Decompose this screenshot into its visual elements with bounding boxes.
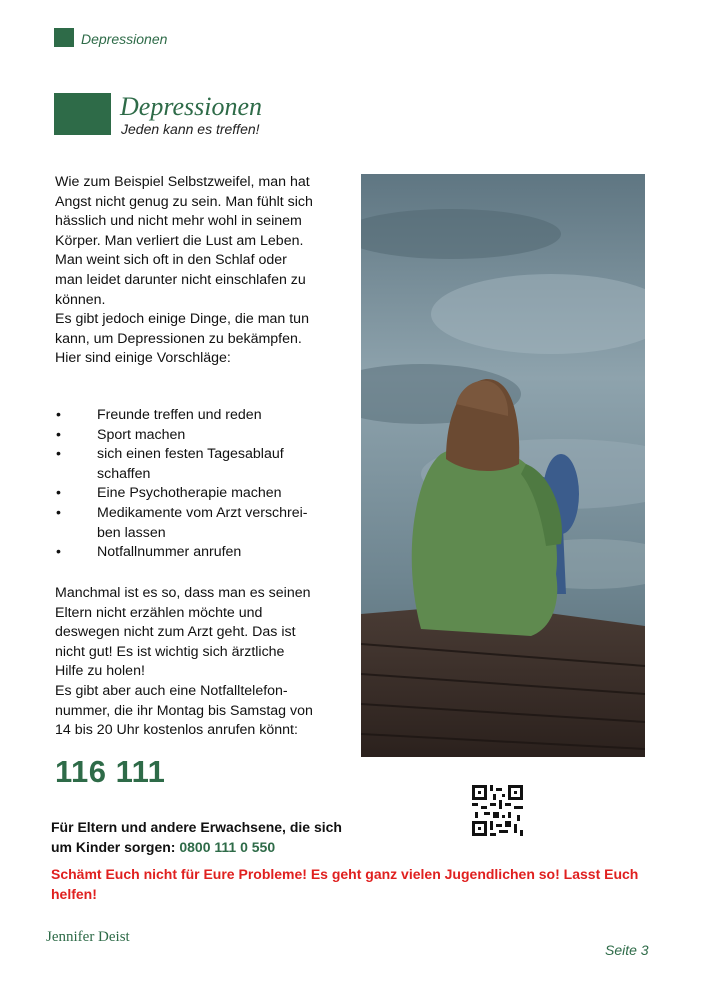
intro-line: Angst nicht genug zu sein. Man fühlt sich <box>55 193 313 210</box>
hotline-number: 116 111 <box>55 754 166 789</box>
list-item-text: Freunde treffen und reden <box>97 407 262 423</box>
list-item <box>55 426 345 446</box>
qr-code-icon <box>472 785 523 836</box>
outro-line: deswegen nicht zum Arzt geht. Das ist <box>55 624 296 641</box>
intro-paragraph <box>55 173 345 369</box>
warning-line: helfen! <box>51 886 97 902</box>
bullet-icon: • <box>56 504 61 521</box>
warning-line: Schämt Euch nicht für Eure Probleme! Es geht ganz vielen Jugendlichen so! Lasst Euch <box>51 866 639 882</box>
intro-line: hässlich und nicht mehr wohl in seinem <box>55 213 302 230</box>
outro-line: 14 bis 20 Uhr kostenlos anrufen könnt: <box>55 722 298 739</box>
list-item-text: Notfallnummer anrufen <box>97 544 242 561</box>
author-signature: Jennifer Deist <box>46 929 130 945</box>
outro-line: Eltern nicht erzählen möchte und <box>55 604 263 621</box>
list-item <box>55 543 345 563</box>
bullet-icon: • <box>56 544 61 561</box>
intro-line: Es gibt jedoch einige Dinge, die man tun <box>55 311 309 328</box>
bullet-icon: • <box>56 407 61 423</box>
parents-info <box>51 817 371 857</box>
bullet-icon: • <box>56 446 61 463</box>
list-item <box>55 504 345 543</box>
list-item-text: Eine Psychotherapie machen <box>97 485 282 502</box>
list-item-text: schaffen <box>97 465 151 482</box>
intro-line: Man weint sich oft in den Schlaf oder <box>55 252 287 269</box>
outro-line: nicht gut! Es ist wichtig sich ärztliche <box>55 643 285 660</box>
outro-line: Manchmal ist es so, dass man es seinen <box>55 585 311 601</box>
outro-line: Hilfe zu holen! <box>55 663 145 680</box>
photo-girl-on-pier <box>361 174 645 757</box>
intro-line: man leidet darunter nicht einschlafen zu <box>55 271 306 288</box>
outro-line: Es gibt aber auch eine Notfalltelefon- <box>55 682 288 699</box>
list-item <box>55 484 345 504</box>
header-square <box>54 28 74 47</box>
parents-line: Für Eltern und andere Erwachsene, die sich <box>51 819 342 835</box>
suggestion-list <box>55 406 345 563</box>
intro-line: Wie zum Beispiel Selbstzweifel, man hat <box>55 174 310 190</box>
parents-text: um Kinder sorgen: <box>51 839 176 855</box>
outro-paragraph <box>55 584 345 741</box>
title-block <box>54 93 111 135</box>
list-item-text: ben lassen <box>97 524 166 541</box>
list-item <box>55 445 345 484</box>
intro-line: Hier sind einige Vorschläge: <box>55 350 231 367</box>
running-header: Depressionen <box>81 31 168 47</box>
intro-line: Körper. Man verliert die Lust am Leben. <box>55 232 304 249</box>
list-item <box>55 406 345 426</box>
page-title: Depressionen <box>120 92 263 121</box>
list-item-text: Sport machen <box>97 426 186 443</box>
intro-line: kann, um Depressionen zu bekämpfen. <box>55 330 302 347</box>
parents-number: 0800 111 0 550 <box>179 839 276 855</box>
list-item-text: Medikamente vom Arzt verschrei- <box>97 504 308 521</box>
list-item-text: sich einen festen Tagesablauf <box>97 446 284 463</box>
parents-line-2 <box>51 837 371 857</box>
page-subtitle: Jeden kann es treffen! <box>121 121 260 137</box>
warning-message <box>51 864 651 904</box>
outro-line: nummer, die ihr Montag bis Samstag von <box>55 702 313 719</box>
page-number: Seite 3 <box>605 942 649 958</box>
bullet-icon: • <box>56 426 61 443</box>
bullet-icon: • <box>56 485 61 502</box>
intro-line: können. <box>55 291 106 308</box>
